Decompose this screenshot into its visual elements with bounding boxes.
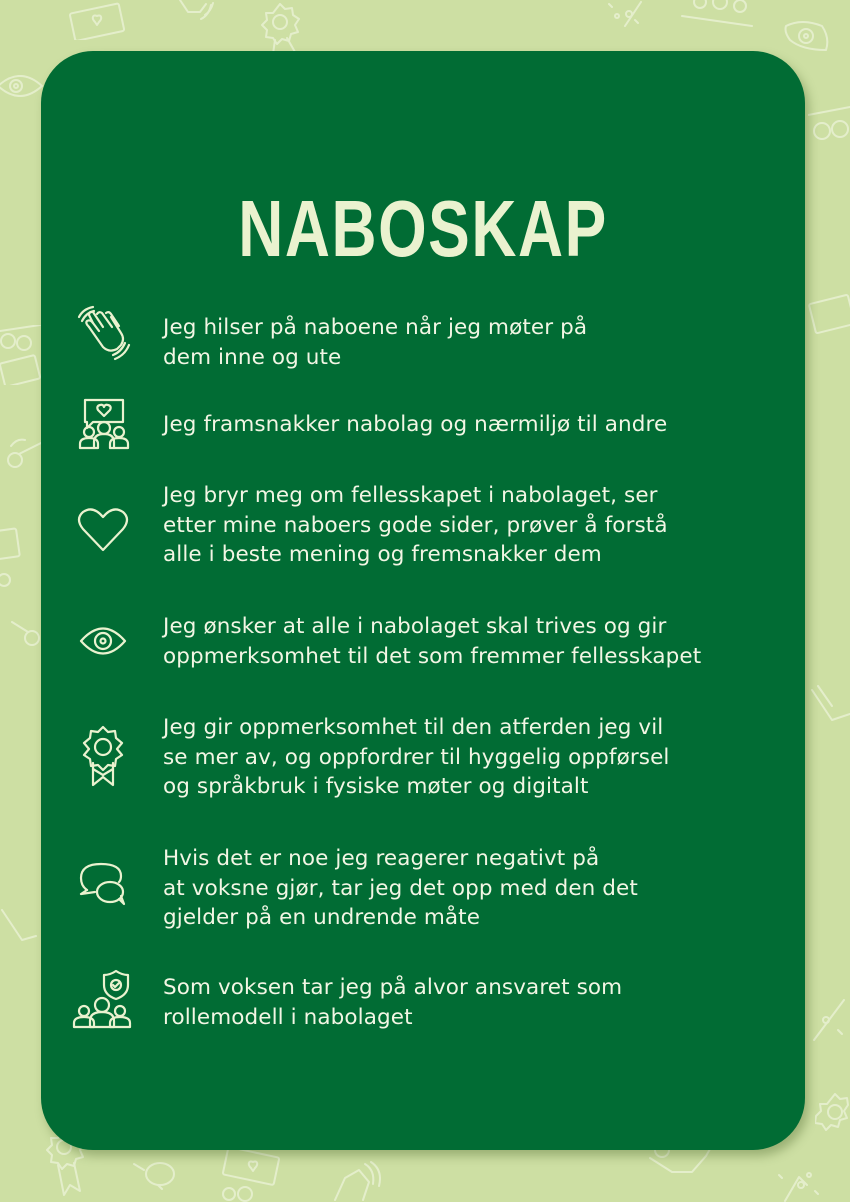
award-ribbon-icon bbox=[815, 1090, 850, 1150]
key-icon bbox=[5, 430, 43, 475]
people-icon bbox=[0, 325, 42, 385]
eye-icon bbox=[782, 20, 832, 54]
people-icon bbox=[808, 105, 850, 165]
text-line: at voksne gjør, tar jeg det opp med den det bbox=[163, 875, 638, 901]
chat-bubbles-icon bbox=[79, 858, 127, 906]
text-line: se mer av, og oppfordrer til hyggelig oppførsel bbox=[163, 744, 670, 770]
eye-icon bbox=[0, 70, 44, 102]
item-text bbox=[163, 612, 701, 671]
text-line: Hvis det er noe jeg reagerer negativt på bbox=[163, 846, 600, 871]
chat-bubbles-icon bbox=[130, 1150, 180, 1190]
award-ribbon-icon bbox=[255, 0, 305, 55]
heart-card-icon bbox=[0, 520, 25, 600]
heart-speech-people-icon bbox=[215, 1148, 285, 1202]
text-line: Som voksen tar jeg på alvor ansvaret som bbox=[163, 975, 623, 1000]
text-line: Jeg gir oppmerksomhet til den atferden jeg vil bbox=[163, 715, 664, 740]
item-text bbox=[163, 973, 622, 1032]
item-text bbox=[163, 481, 668, 570]
waving-hand-icon bbox=[175, 0, 225, 30]
waving-hand-icon bbox=[325, 1160, 385, 1202]
text-line: Jeg hilser på naboene når jeg møter på bbox=[163, 315, 588, 340]
people-icon bbox=[680, 0, 755, 30]
award-ribbon-icon bbox=[82, 725, 124, 787]
naboskap-card bbox=[41, 51, 805, 1150]
item-text bbox=[163, 713, 670, 802]
text-line: oppmerksomhet til det som fremmer fellesskapet bbox=[163, 643, 702, 669]
text-line: Jeg ønsker at alle i nabolaget skal trives og gir bbox=[163, 614, 667, 639]
item-text bbox=[163, 313, 587, 372]
page-title: NABOSKAP bbox=[238, 184, 608, 273]
item-text bbox=[163, 844, 638, 933]
text-line: alle i beste mening og fremsnakker dem bbox=[163, 542, 602, 567]
key-icon bbox=[10, 600, 42, 650]
text-line: Jeg framsnakker nabolag og nærmiljø til andre bbox=[163, 412, 668, 437]
text-line: dem inne og ute bbox=[163, 344, 342, 370]
text-line: rollemodell i nabolaget bbox=[163, 1004, 413, 1030]
hand-icon bbox=[808, 680, 850, 740]
text-line: gjelder på en undrende måte bbox=[163, 905, 481, 930]
heart-speech-people-icon bbox=[77, 396, 131, 450]
heart-icon bbox=[77, 507, 129, 553]
text-line: etter mine naboers gode sider, prøver å forstå bbox=[163, 512, 668, 538]
heart-card-icon bbox=[68, 0, 128, 40]
eye-icon bbox=[79, 624, 127, 658]
shield-people-icon bbox=[72, 969, 132, 1029]
rocket-icon bbox=[808, 990, 850, 1050]
rocket-icon bbox=[605, 0, 655, 30]
text-line: og språkbruk i fysiske møter og digitalt bbox=[163, 774, 589, 799]
text-line: Jeg bryr meg om fellesskapet i nabolaget, ser bbox=[163, 483, 658, 508]
heart-card-icon bbox=[808, 290, 850, 350]
rocket-icon bbox=[775, 1165, 835, 1202]
hand-icon bbox=[0, 900, 40, 960]
waving-hand-icon bbox=[75, 305, 133, 363]
item-text bbox=[163, 410, 667, 440]
